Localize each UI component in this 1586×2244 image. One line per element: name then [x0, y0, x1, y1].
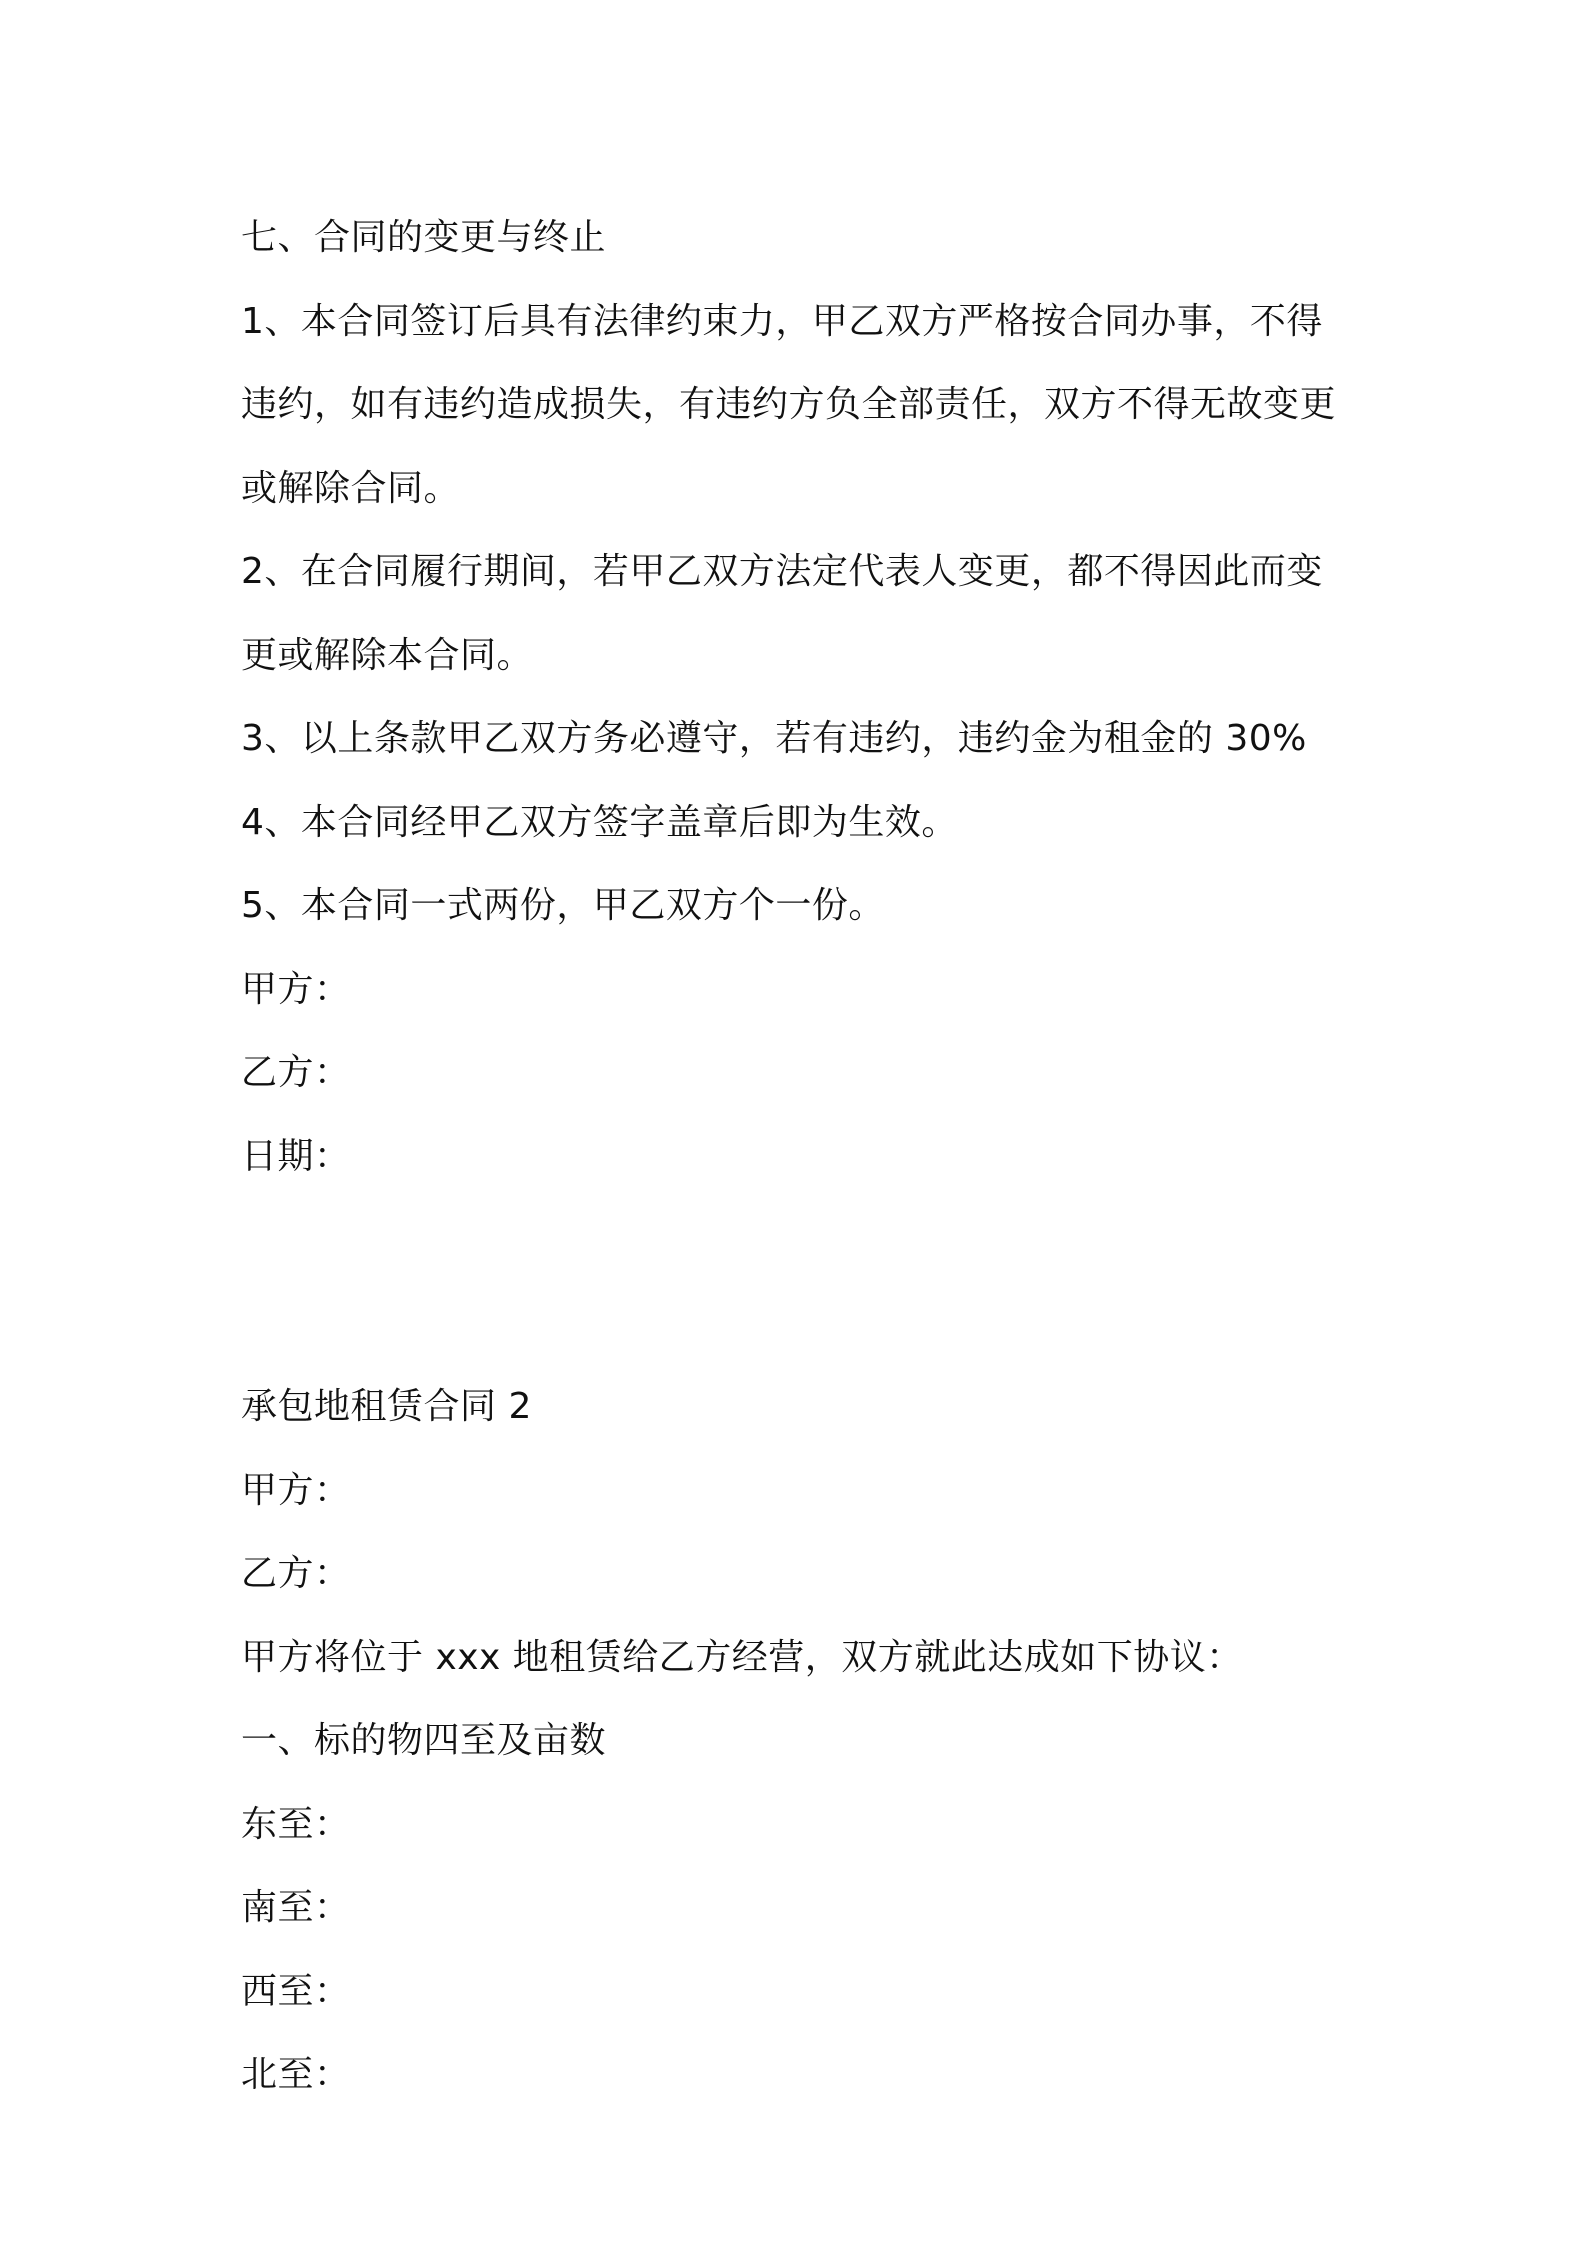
contract-party-b-label: 乙方： [241, 1553, 351, 1594]
north-boundary-label: 北至： [241, 2054, 351, 2095]
clause-5: 5、本合同一式两份，甲乙双方个一份。 [241, 885, 885, 926]
contract-title: 承包地租赁合同 2 [241, 1386, 532, 1427]
clause-2-line-2: 更或解除本合同。 [241, 634, 534, 676]
document-body [241, 196, 1361, 2117]
clause-4: 4、本合同经甲乙双方签字盖章后即为生效。 [241, 801, 958, 843]
party-a-label: 甲方： [241, 968, 351, 1010]
section-1-heading: 一、标的物四至及亩数 [241, 1720, 607, 1761]
party-b-label: 乙方： [241, 1052, 351, 1093]
west-boundary-label: 西至： [241, 1970, 351, 2012]
date-label: 日期： [241, 1135, 351, 1177]
south-boundary-label: 南至： [241, 1887, 351, 1928]
section-gap [241, 1198, 1361, 1365]
clause-1-line-1: 1、本合同签订后具有法律约束力，甲乙双方严格按合同办事，不得 [241, 300, 1323, 342]
section-heading: 七、合同的变更与终止 [241, 217, 607, 258]
clause-1-line-2: 违约，如有违约造成损失，有违约方负全部责任，双方不得无故变更 [241, 384, 1337, 425]
contract-party-a-label: 甲方： [241, 1469, 351, 1511]
clause-1-line-3: 或解除合同。 [241, 467, 461, 509]
east-boundary-label: 东至： [241, 1803, 351, 1845]
clause-3: 3、以上条款甲乙双方务必遵守，若有违约，违约金为租金的 30% [241, 718, 1307, 759]
clause-2-line-1: 2、在合同履行期间，若甲乙双方法定代表人变更，都不得因此而变 [241, 551, 1323, 592]
contract-intro: 甲方将位于 xxx 地租赁给乙方经营，双方就此达成如下协议： [241, 1636, 1243, 1678]
